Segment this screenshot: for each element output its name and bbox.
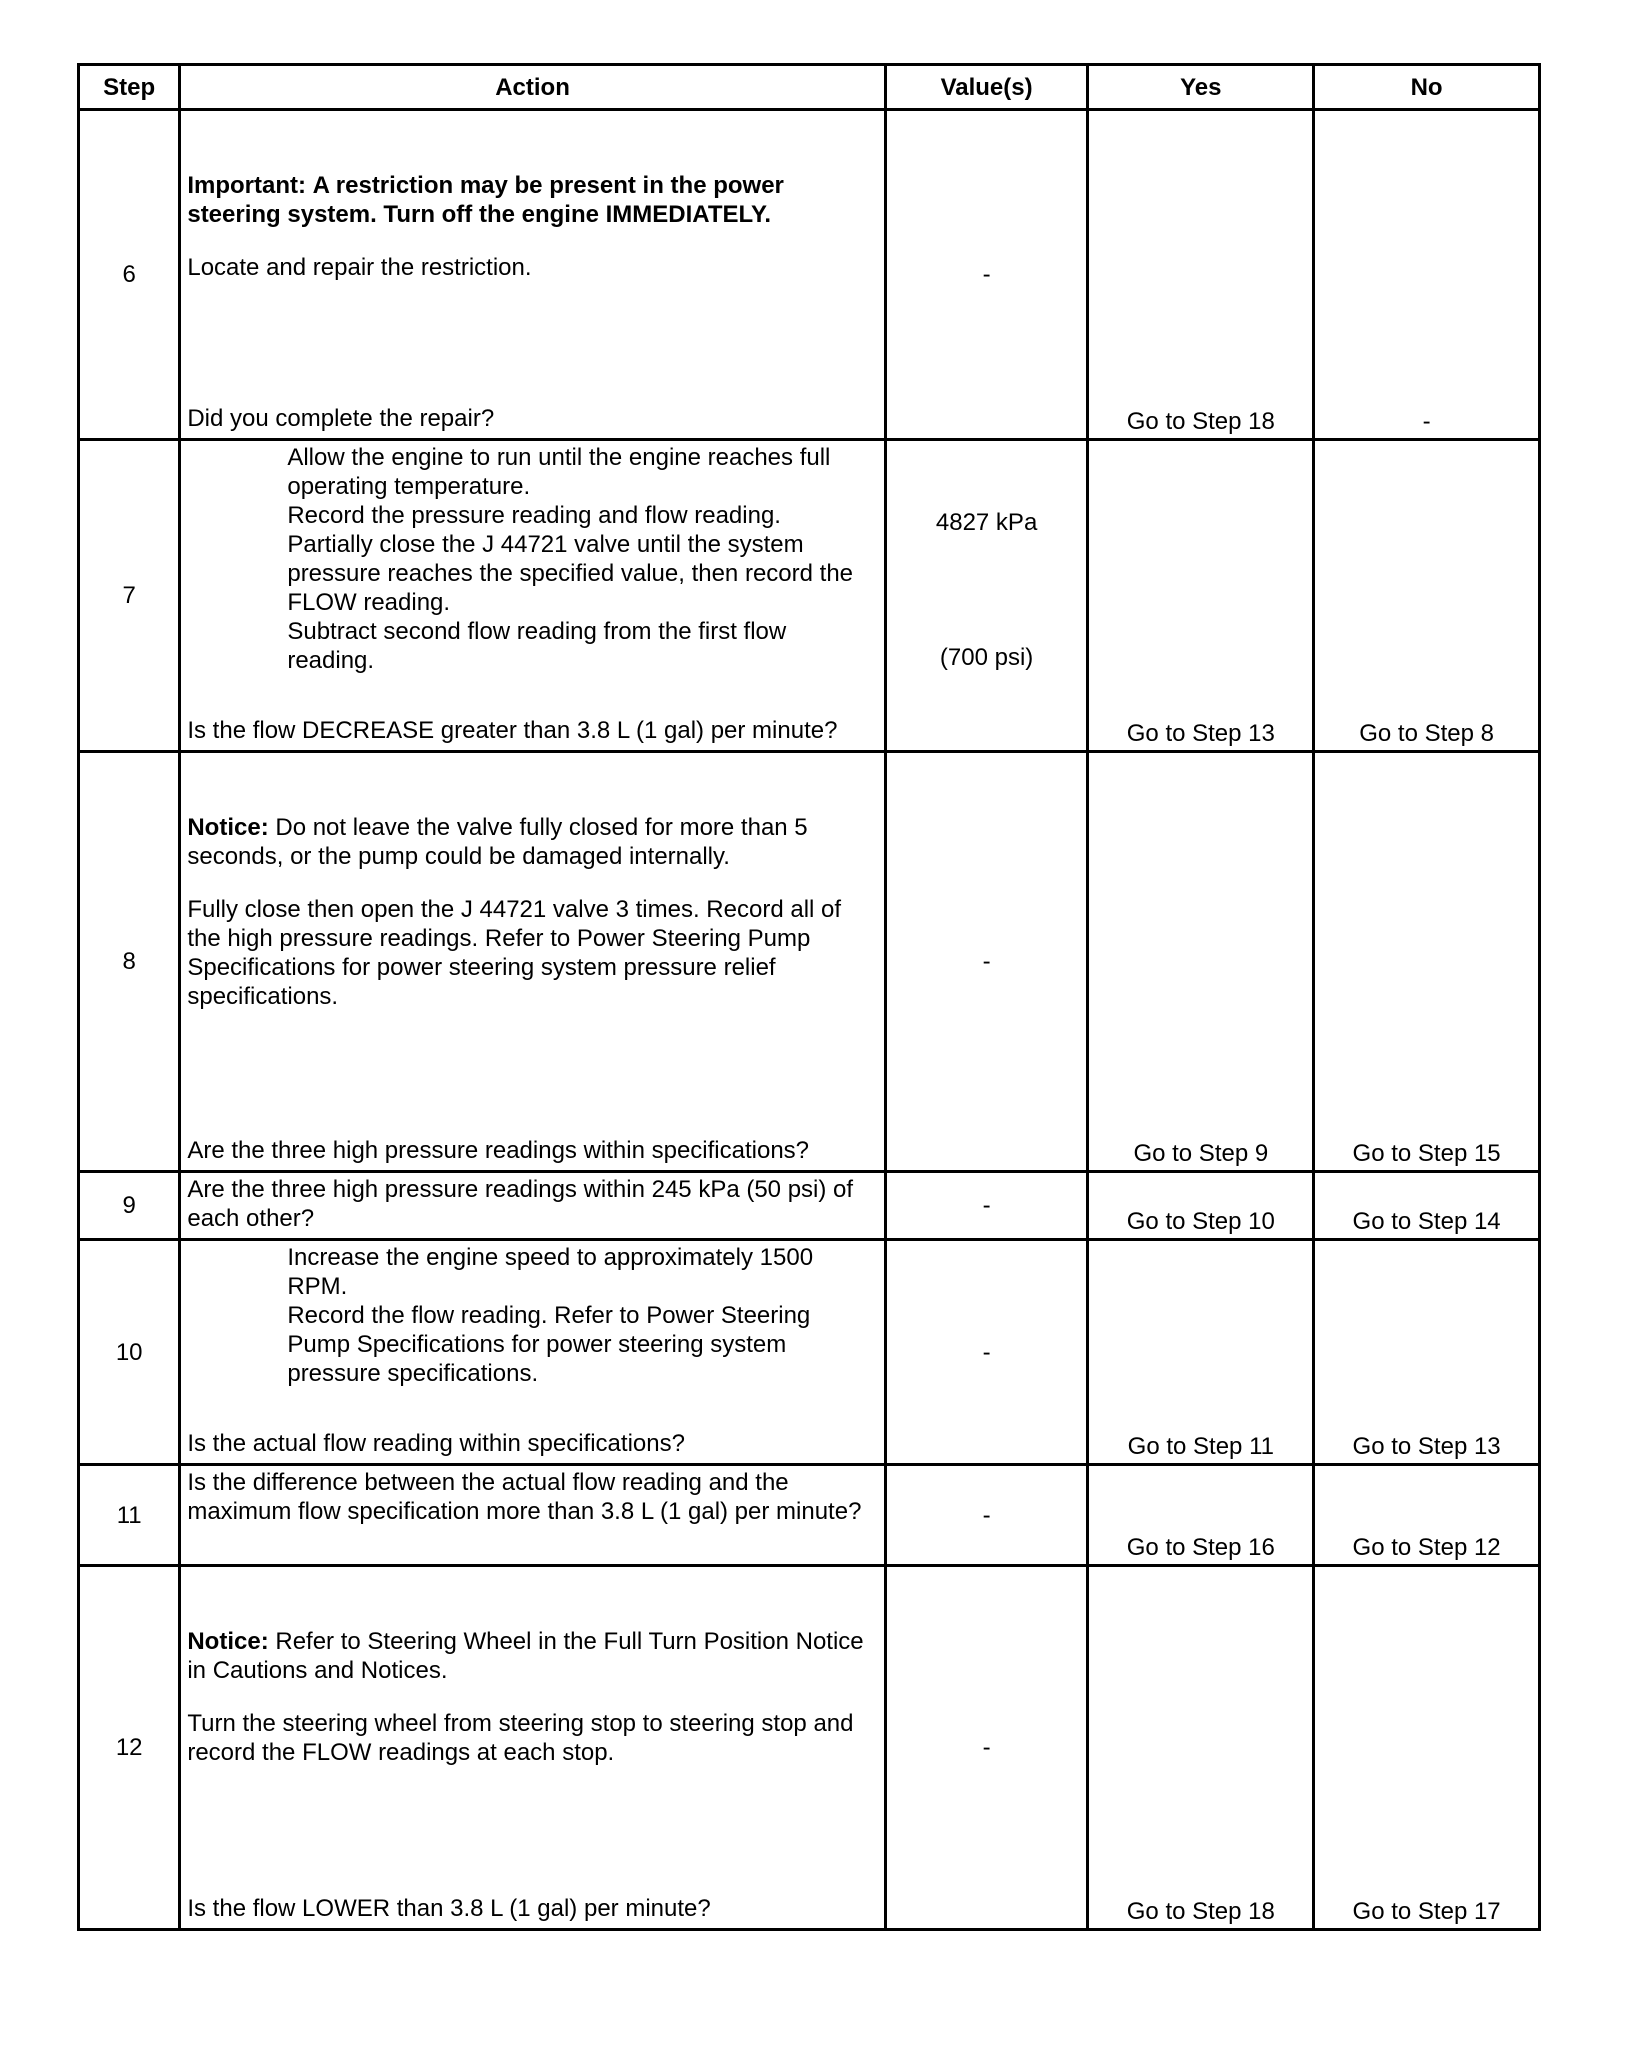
no-cell: -	[1314, 110, 1540, 440]
no-cell: Go to Step 8	[1314, 440, 1540, 752]
yes-cell: Go to Step 9	[1088, 752, 1314, 1172]
diagnostic-table	[77, 63, 1541, 1931]
yes-cell: Go to Step 10	[1088, 1172, 1314, 1240]
step-number: 7	[79, 440, 180, 752]
no-cell: Go to Step 12	[1314, 1465, 1540, 1566]
header-action: Action	[180, 65, 885, 110]
action-line: Allow the engine to run until the engine reaches full operating temperature.	[287, 444, 831, 500]
yes-cell: Go to Step 18	[1088, 110, 1314, 440]
action-line: Partially close the J 44721 valve until the system pressure reaches the specified value, then record the FLOW reading.	[287, 531, 854, 616]
no-cell: Go to Step 13	[1314, 1240, 1540, 1465]
action-cell	[180, 1240, 885, 1465]
action-cell	[180, 440, 885, 752]
table-row	[79, 440, 1540, 752]
action-line: Subtract second flow reading from the first flow reading.	[287, 618, 787, 674]
action-body: Turn the steering wheel from steering stop to steering stop and record the FLOW readings at each stop.	[187, 1710, 854, 1766]
header-row	[79, 65, 1540, 110]
action-cell	[180, 110, 885, 440]
notice-note: Notice: Refer to Steering Wheel in the Full Turn Position Notice in Cautions and Notices.	[187, 1628, 864, 1684]
table-row	[79, 752, 1540, 1172]
header-no: No	[1314, 65, 1540, 110]
action-line: Increase the engine speed to approximately 1500 RPM.	[287, 1244, 814, 1300]
action-cell	[180, 1172, 885, 1240]
yes-cell: Go to Step 13	[1088, 440, 1314, 752]
action-question: Are the three high pressure readings within specifications?	[187, 1137, 810, 1164]
action-body: Fully close then open the J 44721 valve 3 times. Record all of the high pressure readings. Refer to Power Steering Pump Specifications for power steering system pressure relief specifications.	[187, 896, 842, 1010]
action-question: Is the flow DECREASE greater than 3.8 L (1 gal) per minute?	[187, 717, 838, 744]
table-row	[79, 1172, 1540, 1240]
action-cell	[180, 1465, 885, 1566]
yes-cell: Go to Step 16	[1088, 1465, 1314, 1566]
yes-cell: Go to Step 11	[1088, 1240, 1314, 1465]
action-line: Record the pressure reading and flow reading.	[287, 502, 781, 529]
step-number: 12	[79, 1566, 180, 1930]
header-yes: Yes	[1088, 65, 1314, 110]
table-row	[79, 1566, 1540, 1930]
yes-cell: Go to Step 18	[1088, 1566, 1314, 1930]
action-line: Record the flow reading. Refer to Power Steering Pump Specifications for power steering system pressure specifications.	[287, 1302, 811, 1387]
action-question: Did you complete the repair?	[187, 405, 495, 432]
action-question: Is the actual flow reading within specifications?	[187, 1430, 685, 1457]
header-step: Step	[79, 65, 180, 110]
step-number: 9	[79, 1172, 180, 1240]
no-cell: Go to Step 15	[1314, 752, 1540, 1172]
action-cell	[180, 752, 885, 1172]
action-body: Locate and repair the restriction.	[187, 254, 532, 281]
action-cell	[180, 1566, 885, 1930]
value-cell: -	[885, 1172, 1088, 1240]
step-number: 11	[79, 1465, 180, 1566]
table-row	[79, 110, 1540, 440]
notice-note: Notice: Do not leave the valve fully closed for more than 5 seconds, or the pump could be damaged internally.	[187, 814, 808, 870]
step-number: 8	[79, 752, 180, 1172]
value-cell: -	[885, 1465, 1088, 1566]
table-row	[79, 1465, 1540, 1566]
value-cell: -	[885, 110, 1088, 440]
table-row	[79, 1240, 1540, 1465]
no-cell: Go to Step 17	[1314, 1566, 1540, 1930]
action-question: Is the difference between the actual flow reading and the maximum flow specification more than 3.8 L (1 gal) per minute?	[187, 1469, 862, 1525]
value-psi: (700 psi)	[939, 643, 1034, 671]
value-cell	[885, 440, 1088, 752]
value-cell: -	[885, 1240, 1088, 1465]
step-number: 10	[79, 1240, 180, 1465]
value-cell: -	[885, 752, 1088, 1172]
action-question: Is the flow LOWER than 3.8 L (1 gal) per minute?	[187, 1895, 711, 1922]
important-note: Important: A restriction may be present in the power steering system. Turn off the engine IMMEDIATELY.	[187, 172, 784, 228]
value-kpa: 4827 kPa	[935, 508, 1038, 536]
header-values: Value(s)	[885, 65, 1088, 110]
value-cell: -	[885, 1566, 1088, 1930]
action-question: Are the three high pressure readings within 245 kPa (50 psi) of each other?	[187, 1176, 854, 1232]
no-cell: Go to Step 14	[1314, 1172, 1540, 1240]
step-number: 6	[79, 110, 180, 440]
